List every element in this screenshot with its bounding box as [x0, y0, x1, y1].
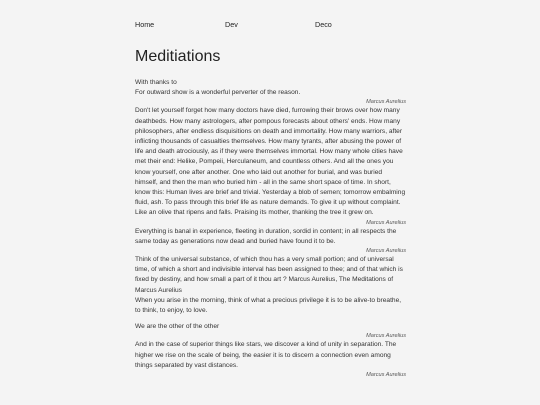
citation: Marcus Aurelius: [366, 372, 406, 379]
intro-line-2: For outward show is a wonderful perverter of the reason.: [135, 89, 301, 97]
citation: Marcus Aurelius: [366, 333, 406, 340]
citation: Marcus Aurelius: [366, 248, 406, 255]
quote-2: Everything is banal in experience, fleeting in duration, sordid in content; in all respects the same today as generations now dead and buried have found it to be.: [135, 227, 397, 245]
top-nav: [135, 20, 406, 32]
quote-6: And in the case of superior things like stars, we discover a kind of unity in separation. The higher we rise on the scale of being, the easier it is to discern a connection even among things separated by vast distances.: [135, 341, 397, 369]
nav-home-link[interactable]: Home: [135, 20, 155, 29]
quote-4: When you arise in the morning, think of what a precious privilege it is to be alive-to breathe, to think, to enjoy, to love.: [135, 296, 402, 315]
nav-dev-link[interactable]: Dev: [225, 20, 238, 29]
intro-line-1: With thanks to: [135, 79, 177, 86]
nav-deco-link[interactable]: Deco: [315, 20, 332, 29]
page-title: Meditiations: [135, 48, 221, 65]
quote-3: Think of the universal substance, of which thou has a very small portion; and of universal time, of which a short and indivisible interval has been assigned to thee; and of that which is fixed by destiny, and how small a part of it thou art ? Marcus Aurelius, The Meditations of Marcus Aurelius: [135, 256, 403, 294]
quotes-content: [135, 78, 406, 379]
citation: Marcus Aurelius: [366, 99, 406, 106]
citation: Marcus Aurelius: [366, 219, 406, 226]
quote-1: Don't let yourself forget how many doctors have died, furrowing their brows over how many deathbeds. How many astrologers, after pompous forecasts about others' ends. How many philosophers, after endless disquisitions on death and immortality. How many warriors, after inflicting thousands of casualties themselves. How many tyrants, after abusing the power of life and death atrociously, as if they were themselves immortal. How many whole cities have met their end: Helike, Pompeii, Herculaneum, and countless others. And all the ones you know yourself, one after another. One who laid out another for burial, and was buried himself, and then the man who buried him - all in the same short space of time. In short, know this: Human lives are brief and trivial. Yesterday a blob of semen; tomorrow embalming fluid, ash. To pass through this brief life as nature demands. To give it up without complaint. Like an olive that ripens and falls. Praising its mother, thanking the tree it grew on.: [135, 107, 406, 217]
quote-5: We are the other of the other: [135, 323, 220, 331]
